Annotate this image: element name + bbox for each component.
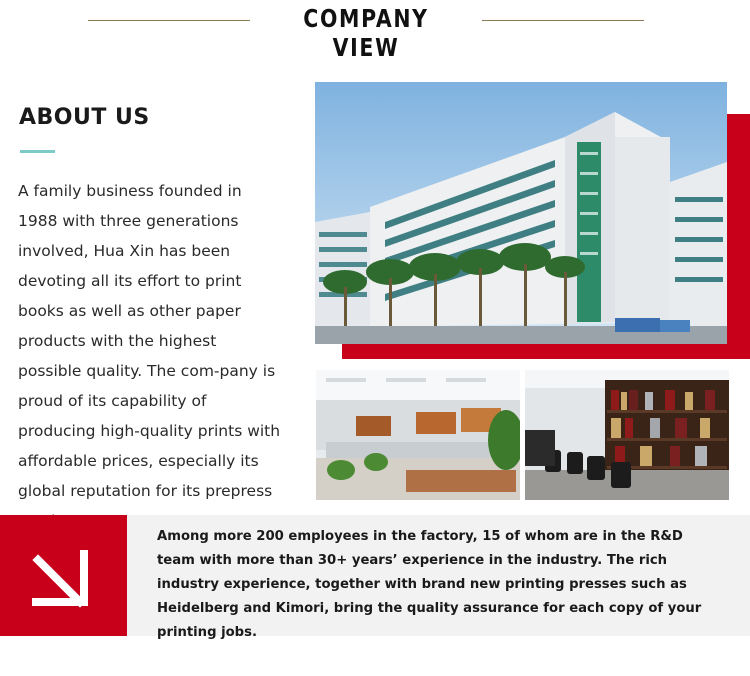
heading-underline xyxy=(20,150,55,153)
section-title: COMPANY VIEW xyxy=(303,4,429,62)
bookshelf-room-photo xyxy=(525,370,729,500)
header-line-right xyxy=(482,20,644,21)
factory-building-photo xyxy=(315,82,727,344)
about-heading: ABOUT US xyxy=(19,105,150,130)
office-interior-photo xyxy=(316,370,520,500)
bottom-paragraph: Among more 200 employees in the factory, 15 of whom are in the R&D team with more than 30+ years’ experience in the industry. The rich industry experience, together with brand new printing presses such as Heidelberg and Kimori, bring the quality assurance for each copy of your printing jobs. xyxy=(157,529,702,640)
about-paragraph: A family business founded in 1988 with three generations involved, Hua Xin has been devoting all its effort to print books as well as other paper products with the highest possible quality. The com-pany is proud of its capability of producing high-quality prints with affordable prices, especially its global reputation for its prepress xyxy=(18,182,281,500)
arrow-down-right-icon xyxy=(0,515,127,636)
arrow-box xyxy=(0,515,127,636)
header-line-left xyxy=(88,20,250,21)
